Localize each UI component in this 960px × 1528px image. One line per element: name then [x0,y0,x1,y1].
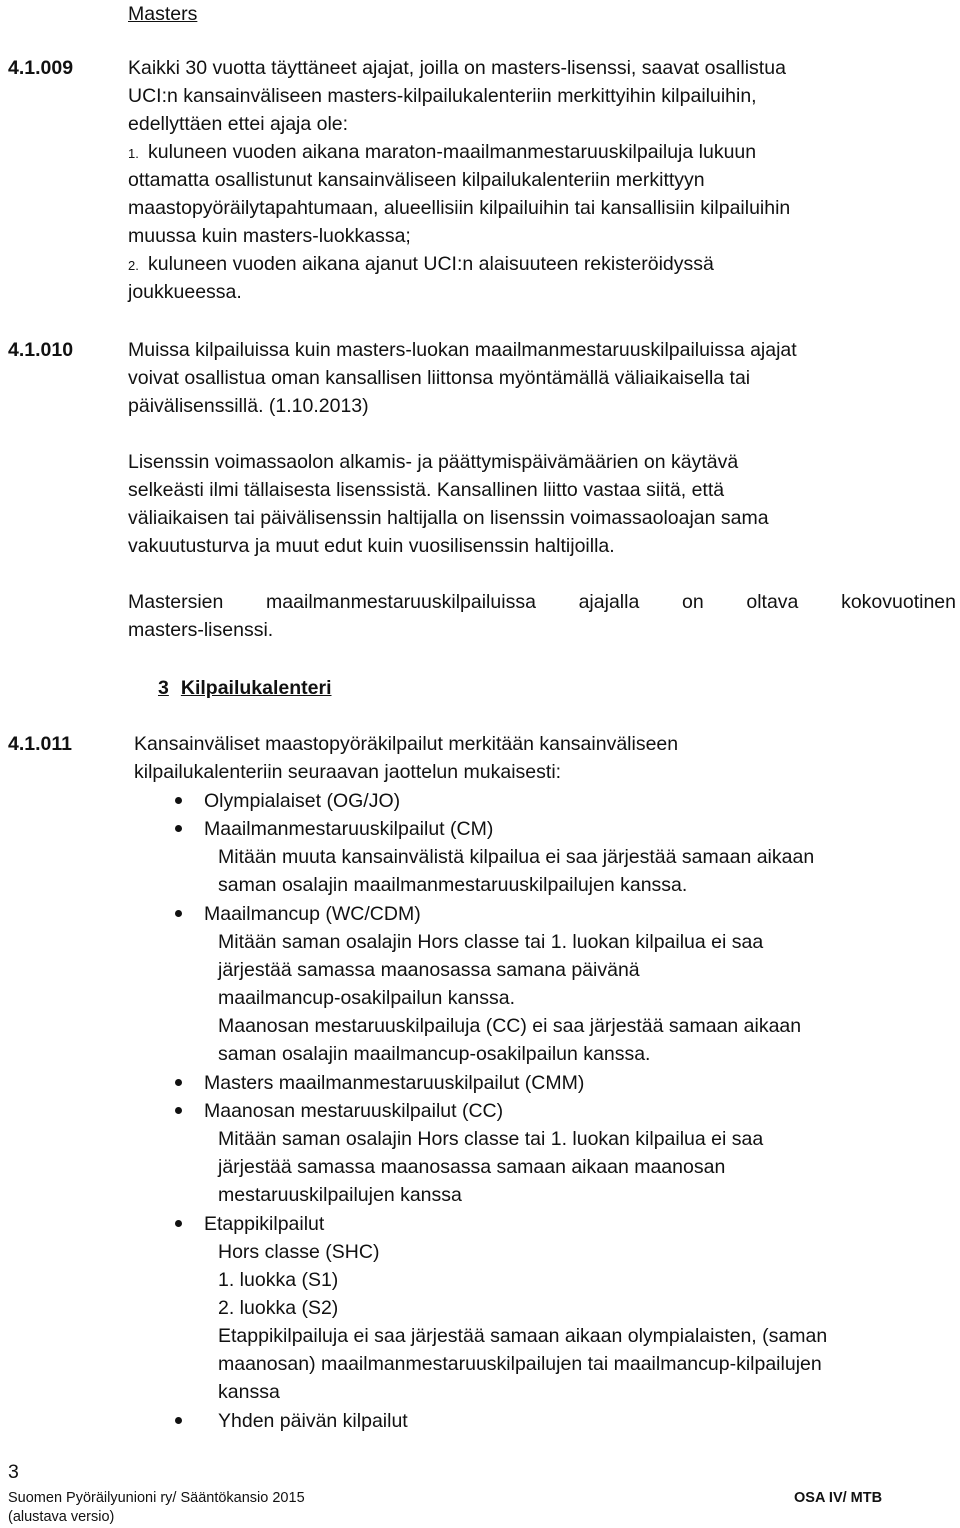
bullet-item: Maanosan mestaruuskilpailut (CC) [204,1100,504,1122]
list-item-line: muussa kuin masters-luokkassa; [128,225,411,247]
paragraph-line: Lisenssin voimassaolon alkamis- ja päättymispäivämäärien on käytävä [128,451,739,473]
bullet-note: mestaruuskilpailujen kanssa [218,1184,462,1206]
bullet-note: saman osalajin maailmancup-osakilpailun kanssa. [218,1043,651,1065]
footer-section-ref: OSA IV/ MTB [794,1490,883,1506]
bullet-item: Yhden päivän kilpailut [218,1410,408,1432]
bullet-item: Maailmancup (WC/CDM) [204,903,421,925]
bullet-item: Olympialaiset (OG/JO) [204,790,401,812]
bullet-note: Hors classe (SHC) [218,1241,380,1263]
bullet-note: järjestää samassa maanosassa samaan aikaan maanosan [218,1156,726,1178]
rule-text-line: edellyttäen ettei ajaja ole: [128,113,349,135]
chapter-heading [134,674,332,702]
bullet-icon [175,910,182,917]
list-marker: 2. [128,258,139,273]
list-item-line: joukkueessa. [128,281,242,303]
paragraph-line: masters-lisenssi. [128,619,274,641]
rule-text-line: UCI:n kansainväliseen masters-kilpailukalenteriin merkittyihin kilpailuihin, [128,85,757,107]
rule-number: 4.1.010 [8,339,74,361]
bullet-note: 1. luokka (S1) [218,1269,339,1291]
paragraph-line: väliaikaisen tai päivälisenssin haltijalla on lisenssin voimassaoloajan sama [128,507,769,529]
bullet-icon [175,1417,182,1424]
list-marker: 1. [128,146,139,161]
paragraph-line: selkeästi ilmi tällaisesta lisenssistä. Kansallinen liitto vastaa siitä, että [128,479,725,501]
bullet-note: Etappikilpailuja ei saa järjestää samaan aikaan olympialaisten, (saman [218,1325,828,1347]
rule-text-line: Kaikki 30 vuotta täyttäneet ajajat, joilla on masters-lisenssi, saavat osallistua [128,57,786,79]
list-item-line: maastopyöräilytapahtumaan, alueellisiin kilpailuihin tai kansallisiin kilpailuihin [128,197,791,219]
bullet-icon [175,1220,182,1227]
footer-version: (alustava versio) [8,1509,115,1525]
rule-text-line: päivälisenssillä. (1.10.2013) [128,395,369,417]
rule-text-line: voivat osallistua oman kansallisen liittonsa myöntämällä väliaikaisella tai [128,367,751,389]
bullet-note: Mitään muuta kansainvälistä kilpailua ei saa järjestää samaan aikaan [218,846,815,868]
footer-publisher: Suomen Pyöräilyunioni ry/ Sääntökansio 2015 [8,1490,305,1506]
rule-number: 4.1.011 [8,733,72,755]
paragraph-line: Mastersien maailmanmestaruuskilpailuissa ajajalla on oltava kokovuotinen [128,591,956,613]
page-number: 3 [8,1461,19,1483]
bullet-note: saman osalajin maailmanmestaruuskilpailujen kanssa. [218,874,688,896]
bullet-note: Maanosan mestaruuskilpailuja (CC) ei saa järjestää samaan aikaan [218,1015,802,1037]
rule-number: 4.1.009 [8,57,74,79]
bullet-note: Mitään saman osalajin Hors classe tai 1. luokan kilpailua ei saa [218,931,764,953]
bullet-note: Mitään saman osalajin Hors classe tai 1. luokan kilpailua ei saa [218,1128,764,1150]
bullet-note: maailmancup-osakilpailun kanssa. [218,987,515,1009]
bullet-item: Masters maailmanmestaruuskilpailut (CMM) [204,1072,585,1094]
bullet-icon [175,797,182,804]
bullet-icon [175,1107,182,1114]
chapter-title: Kilpailukalenteri [180,677,332,699]
paragraph-line: vakuutusturva ja muut edut kuin vuosilisenssin haltijoilla. [128,535,615,557]
rule-text-line: Muissa kilpailuissa kuin masters-luokan maailmanmestaruuskilpailuissa ajajat [128,339,797,361]
bullet-note: 2. luokka (S2) [218,1297,339,1319]
bullet-item: Maailmanmestaruuskilpailut (CM) [204,818,494,840]
bullet-note: kanssa [218,1381,280,1403]
rule-text-line: Kansainväliset maastopyöräkilpailut merkitään kansainväliseen [134,733,679,755]
bullet-note: maanosan) maailmanmestaruuskilpailujen tai maailmancup-kilpailujen [218,1353,822,1375]
bullet-note: järjestää samassa maanosassa samana päivänä [218,959,640,981]
bullet-icon [175,825,182,832]
rule-text-line: kilpailukalenteriin seuraavan jaottelun mukaisesti: [134,761,562,783]
chapter-number: 3 [158,677,169,699]
bullet-item: Etappikilpailut [204,1213,325,1235]
list-item-line: ottamatta osallistunut kansainväliseen kilpailukalenteriin merkittyyn [128,169,705,191]
bullet-icon [175,1079,182,1086]
section-heading: Masters [128,3,198,25]
list-item-line: kuluneen vuoden aikana ajanut UCI:n alaisuuteen rekisteröidyssä [148,253,714,275]
list-item-line: kuluneen vuoden aikana maraton-maailmanmestaruuskilpailuja lukuun [148,141,757,163]
